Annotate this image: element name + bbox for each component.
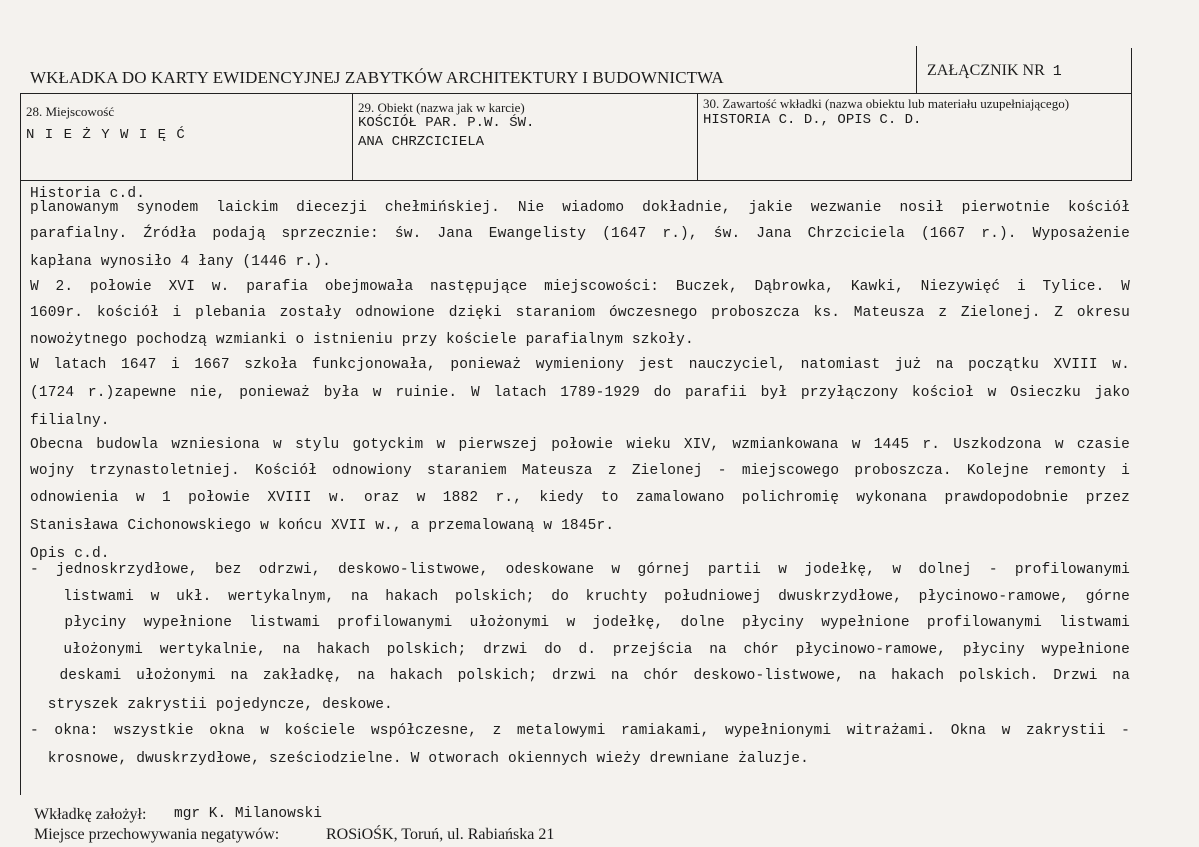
storage-label: Miejsce przechowywania negatywów:	[34, 826, 280, 843]
place-label: 28. Miejscowość	[26, 104, 115, 119]
object-value-line-2: ANA CHRZCICIELA	[358, 134, 485, 150]
object-value-line-1: KOŚCIÓŁ PAR. P.W. ŚW.	[358, 115, 535, 131]
attachment-label	[927, 62, 1062, 80]
body-line: W latach 1647 i 1667 szkoła funkcjonowała, ponieważ wymieniony jest nauczyciel, natomiast już na początku XVIII w.	[30, 357, 1130, 373]
attachment-divider	[916, 46, 917, 94]
body-line: 1609r. kościół i plebania zostały odnowione dzięki staraniom ówczesnego proboszcza ks. Mateusza z Zielonej. Z okresu	[30, 305, 1130, 321]
header-divider-2	[697, 93, 698, 181]
body-line: listwami w ukł. wertykalnym, na hakach polskich; do kruchty południowej dwuskrzydłowe, płycinowo-ramowe, górne	[30, 589, 1130, 605]
header-left-rule	[20, 93, 21, 181]
object-label: 29. Obiekt (nazwa jak w karcie)	[358, 100, 525, 115]
body-line: planowanym synodem laickim diecezji chełmińskiej. Nie wiadomo dokładnie, jakie wezwanie nosił pierwotnie kościół	[30, 200, 1130, 216]
body-line: filialny.	[30, 413, 110, 429]
content-label: 30. Zawartość wkładki (nazwa obiektu lub materiału uzupełniającego)	[703, 96, 1070, 111]
history-heading: Historia c.d.	[30, 186, 146, 202]
body-line: deskami ułożonymi na zakładkę, na hakach polskich; drzwi na chór deskowo-listwowe, na hakach polskich. Drzwi na	[30, 668, 1130, 684]
body-line: nowożytnego pochodzą wzmianki o istnieniu przy kościele parafialnym szkoły.	[30, 332, 694, 348]
right-frame-rule	[1131, 48, 1132, 181]
attachment-label-text: ZAŁĄCZNIK NR	[927, 62, 1045, 79]
body-line: odnowienia w 1 połowie XVIII w. oraz w 1882 r., kiedy to zamalowano polichromię wykonana prawdopodobnie przez	[30, 490, 1130, 506]
header-bottom-rule	[20, 180, 1132, 181]
description-heading: Opis c.d.	[30, 546, 110, 562]
author-label: Wkładkę założył:	[34, 806, 147, 823]
body-left-rule	[20, 180, 21, 795]
body-line: stryszek zakrystii pojedyncze, deskowe.	[30, 697, 393, 713]
body-line: Obecna budowla wzniesiona w stylu gotyckim w pierwszej połowie wieku XIV, wzmiankowana w 1445 r. Uszkodzona w czasie	[30, 437, 1130, 453]
storage-value: ROSiOŚK, Toruń, ul. Rabiańska 21	[326, 826, 555, 843]
place-value: N I E Ż Y W I Ę Ć	[26, 127, 186, 143]
title-underline	[20, 93, 1132, 94]
body-line: kapłana wynosiło 4 łany (1446 r.).	[30, 254, 331, 270]
author-value: mgr K. Milanowski	[174, 806, 322, 822]
header-divider-1	[352, 93, 353, 181]
attachment-number: 1	[1052, 63, 1062, 80]
body-line: (1724 r.)zapewne nie, ponieważ była w ruinie. W latach 1789-1929 do parafii był przyłączony kościoł w Osieczku jako	[30, 385, 1130, 401]
body-line: - okna: wszystkie okna w kościele współczesne, z metalowymi ramiakami, wypełnionymi witrażami. Okna w zakrystii -	[30, 723, 1130, 739]
body-line: - jednoskrzydłowe, bez odrzwi, deskowo-listwowe, odeskowane w górnej partii w jodełkę, w dolnej - profilowanymi	[30, 562, 1130, 578]
body-line: Stanisława Cichonowskiego w końcu XVII w., a przemalowaną w 1845r.	[30, 518, 615, 534]
body-line: krosnowe, dwuskrzydłowe, sześciodzielne. W otworach okiennych wieży drewniane żaluzje.	[30, 751, 809, 767]
body-line: parafialny. Źródła podają sprzecznie: św. Jana Ewangelisty (1647 r.), św. Jana Chrzciciela (1667 r.). Wyposażenie	[30, 226, 1130, 242]
page-title: WKŁADKA DO KARTY EWIDENCYJNEJ ZABYTKÓW ARCHITEKTURY I BUDOWNICTWA	[30, 68, 724, 87]
body-line: płyciny wypełnione listwami profilowanymi ułożonymi w jodełkę, dolne płyciny wypełnione profilowanymi listwami	[30, 615, 1130, 631]
content-value: HISTORIA C. D., OPIS C. D.	[703, 112, 922, 128]
body-line: W 2. połowie XVI w. parafia obejmowała następujące miejscowości: Buczek, Dąbrowka, Kawki, Niezywięć i Tylice. W	[30, 279, 1130, 295]
body-line: wojny trzynastoletniej. Kościół odnowiony staraniem Mateusza z Zielonej - miejscowego proboszcza. Kolejne remonty i	[30, 463, 1130, 479]
body-line: ułożonymi wertykalnie, na hakach polskich; drzwi do d. przejścia na chór płycinowo-ramowe, płyciny wypełnione	[30, 642, 1130, 658]
